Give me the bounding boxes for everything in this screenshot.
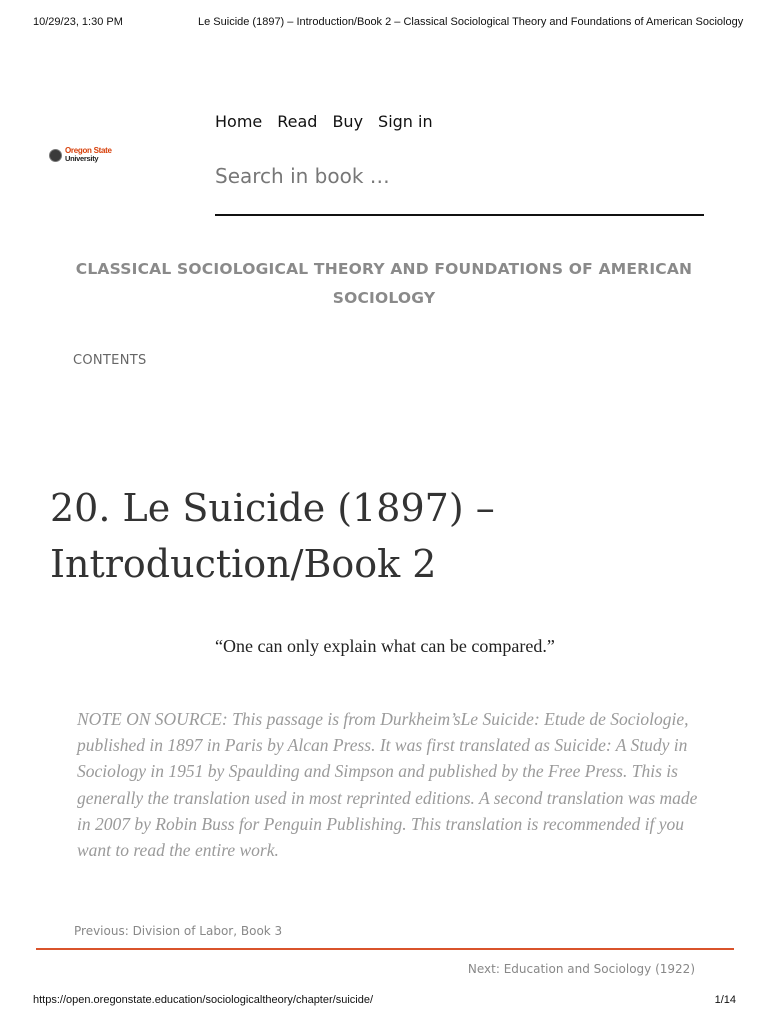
logo-text (65, 147, 112, 163)
logo-line2: University (65, 154, 99, 163)
nav-buy-link[interactable]: Buy (332, 112, 364, 131)
print-page-number: 1/14 (714, 994, 736, 1006)
previous-chapter-link[interactable]: Previous: Division of Labor, Book 3 (74, 924, 283, 938)
contents-toggle[interactable]: CONTENTS (73, 353, 147, 368)
search-bar (215, 158, 704, 216)
note-on-source: NOTE ON SOURCE: This passage is from Durkheim’sLe Suicide: Etude de Sociologie, published in 1897 in Paris by Alcan Press. It was first translated as Suicide: A Study in Sociology in 1951 by Spaulding and Simpson and published by the Free Press. This is generally the translation used in most reprinted editions. A second translation was made in 2007 by Robin Buss for Penguin Publishing. This translation is recommended if you want to read the entire work. (77, 709, 698, 861)
oregon-state-logo[interactable] (49, 143, 119, 167)
logo-line1: Oregon State (65, 146, 112, 155)
print-url: https://open.oregonstate.education/sociologicaltheory/chapter/suicide/ (33, 994, 373, 1006)
main-nav (215, 112, 433, 131)
pager-divider (36, 948, 734, 950)
epigraph: “One can only explain what can be compared.” (215, 636, 555, 656)
chapter-title: 20. Le Suicide (1897) – Introduction/Book 2 (50, 486, 495, 586)
print-datetime: 10/29/23, 1:30 PM (33, 16, 123, 28)
nav-read-link[interactable]: Read (277, 112, 318, 131)
university-seal-icon (49, 149, 62, 162)
next-chapter-link[interactable]: Next: Education and Sociology (1922) (467, 962, 695, 976)
nav-home-link[interactable]: Home (215, 112, 263, 131)
search-input[interactable] (215, 158, 704, 194)
nav-sign-in-link[interactable]: Sign in (378, 112, 433, 131)
print-page-title: Le Suicide (1897) – Introduction/Book 2 – Classical Sociological Theory and Foundations of American Sociology (198, 16, 744, 28)
book-title[interactable]: CLASSICAL SOCIOLOGICAL THEORY AND FOUNDATIONS OF AMERICAN SOCIOLOGY (75, 260, 693, 307)
